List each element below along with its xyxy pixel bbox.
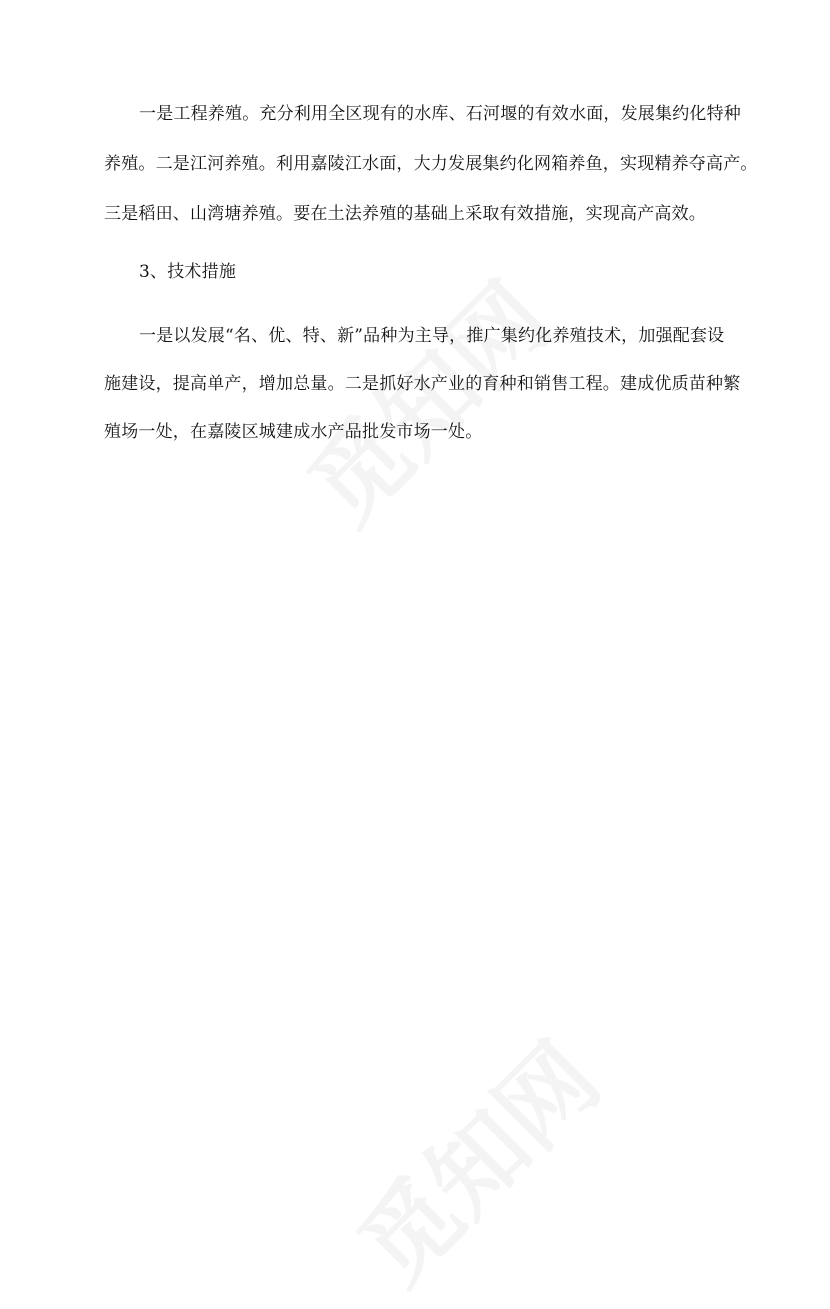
paragraph-line: 殖场一处，在嘉陵区城建成水产品批发市场一处。	[104, 422, 483, 442]
watermark	[324, 1008, 625, 1309]
section-heading: 3、技术措施	[139, 262, 237, 282]
paragraph-line: 一是以发展“名、优、特、新”品种为主导，推广集约化养殖技术，加强配套设	[139, 326, 725, 346]
paragraph-line: 一是工程养殖。充分利用全区现有的水库、石河堰的有效水面，发展集约化特种	[139, 104, 741, 124]
paragraph-line: 养殖。二是江河养殖。利用嘉陵江水面，大力发展集约化网箱养鱼，实现精养夺高产。	[104, 154, 758, 174]
paragraph-line: 三是稻田、山湾塘养殖。要在土法养殖的基础上采取有效措施，实现高产高效。	[104, 204, 706, 224]
paragraph-line: 施建设，提高单产，增加总量。二是抓好水产业的育种和销售工程。建成优质苗种繁	[104, 374, 741, 394]
watermark	[274, 248, 575, 549]
